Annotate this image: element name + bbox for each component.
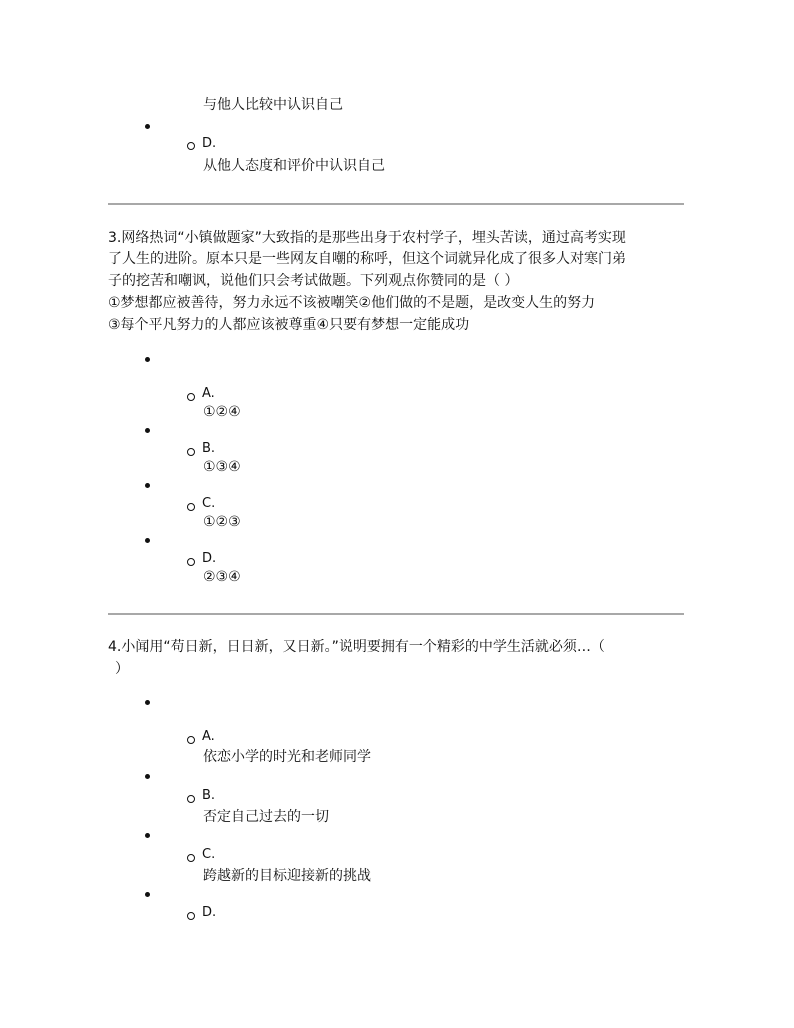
q3-option-c-text[interactable]: ①②③	[203, 514, 241, 530]
option-marker-icon	[187, 142, 195, 150]
q3-option-c-letter[interactable]: C.	[202, 496, 216, 511]
list-bullet	[145, 774, 150, 779]
question-divider	[108, 613, 684, 615]
q3-stem-line-2: 了人生的进阶。原本只是一些网友自嘲的称呼，但这个词就异化成了很多人对寒门弟	[108, 251, 626, 267]
q4-option-a-text[interactable]: 依恋小学的时光和老师同学	[203, 749, 371, 765]
list-bullet	[145, 428, 150, 433]
list-bullet	[145, 357, 150, 362]
q2-option-d-text: 从他人态度和评价中认识自己	[203, 158, 385, 174]
q4-stem-line-2: ）	[115, 661, 129, 677]
q3-stem-line-5: ③每个平凡努力的人都应该被尊重④只要有梦想一定能成功	[108, 317, 470, 333]
q3-option-a-letter[interactable]: A.	[202, 386, 215, 401]
q3-option-d-letter[interactable]: D.	[202, 551, 217, 566]
option-marker-icon	[187, 393, 195, 401]
q4-option-b-letter[interactable]: B.	[202, 788, 216, 803]
q4-option-d-letter[interactable]: D.	[202, 905, 217, 920]
list-bullet	[145, 892, 150, 897]
list-bullet	[145, 124, 150, 129]
q3-stem-line-4: ①梦想都应被善待，努力永远不该被嘲笑②他们做的不是题，是改变人生的努力	[108, 295, 596, 311]
list-bullet	[145, 833, 150, 838]
q3-stem-line-3: 子的挖苦和嘲讽，说他们只会考试做题。下列观点你赞同的是（ ）	[108, 273, 519, 289]
q3-stem-line-1: 3.网络热词“小镇做题家”大致指的是那些出身于农村学子，埋头苦读，通过高考实现	[108, 230, 626, 246]
q4-option-b-text[interactable]: 否定自己过去的一切	[203, 809, 329, 825]
q4-stem-line-1: 4.小闻用“苟日新，日日新，又日新。”说明要拥有一个精彩的中学生活就必须…（	[108, 639, 605, 655]
list-bullet	[145, 700, 150, 705]
q3-option-b-text[interactable]: ①③④	[203, 459, 241, 475]
option-marker-icon	[187, 448, 195, 456]
option-marker-icon	[187, 854, 195, 862]
option-marker-icon	[187, 736, 195, 744]
q4-option-c-letter[interactable]: C.	[202, 847, 216, 862]
question-divider	[108, 203, 684, 205]
q3-option-b-letter[interactable]: B.	[202, 441, 216, 456]
q2-option-c-text: 与他人比较中认识自己	[203, 97, 343, 113]
option-marker-icon	[187, 795, 195, 803]
q4-option-c-text[interactable]: 跨越新的目标迎接新的挑战	[203, 868, 371, 884]
q3-option-d-text[interactable]: ②③④	[203, 569, 241, 585]
q3-option-a-text[interactable]: ①②④	[203, 404, 241, 420]
q4-option-a-letter[interactable]: A.	[202, 729, 215, 744]
option-marker-icon	[187, 912, 195, 920]
q2-option-d-letter: D.	[202, 136, 217, 151]
list-bullet	[145, 483, 150, 488]
option-marker-icon	[187, 558, 195, 566]
option-marker-icon	[187, 503, 195, 511]
list-bullet	[145, 538, 150, 543]
